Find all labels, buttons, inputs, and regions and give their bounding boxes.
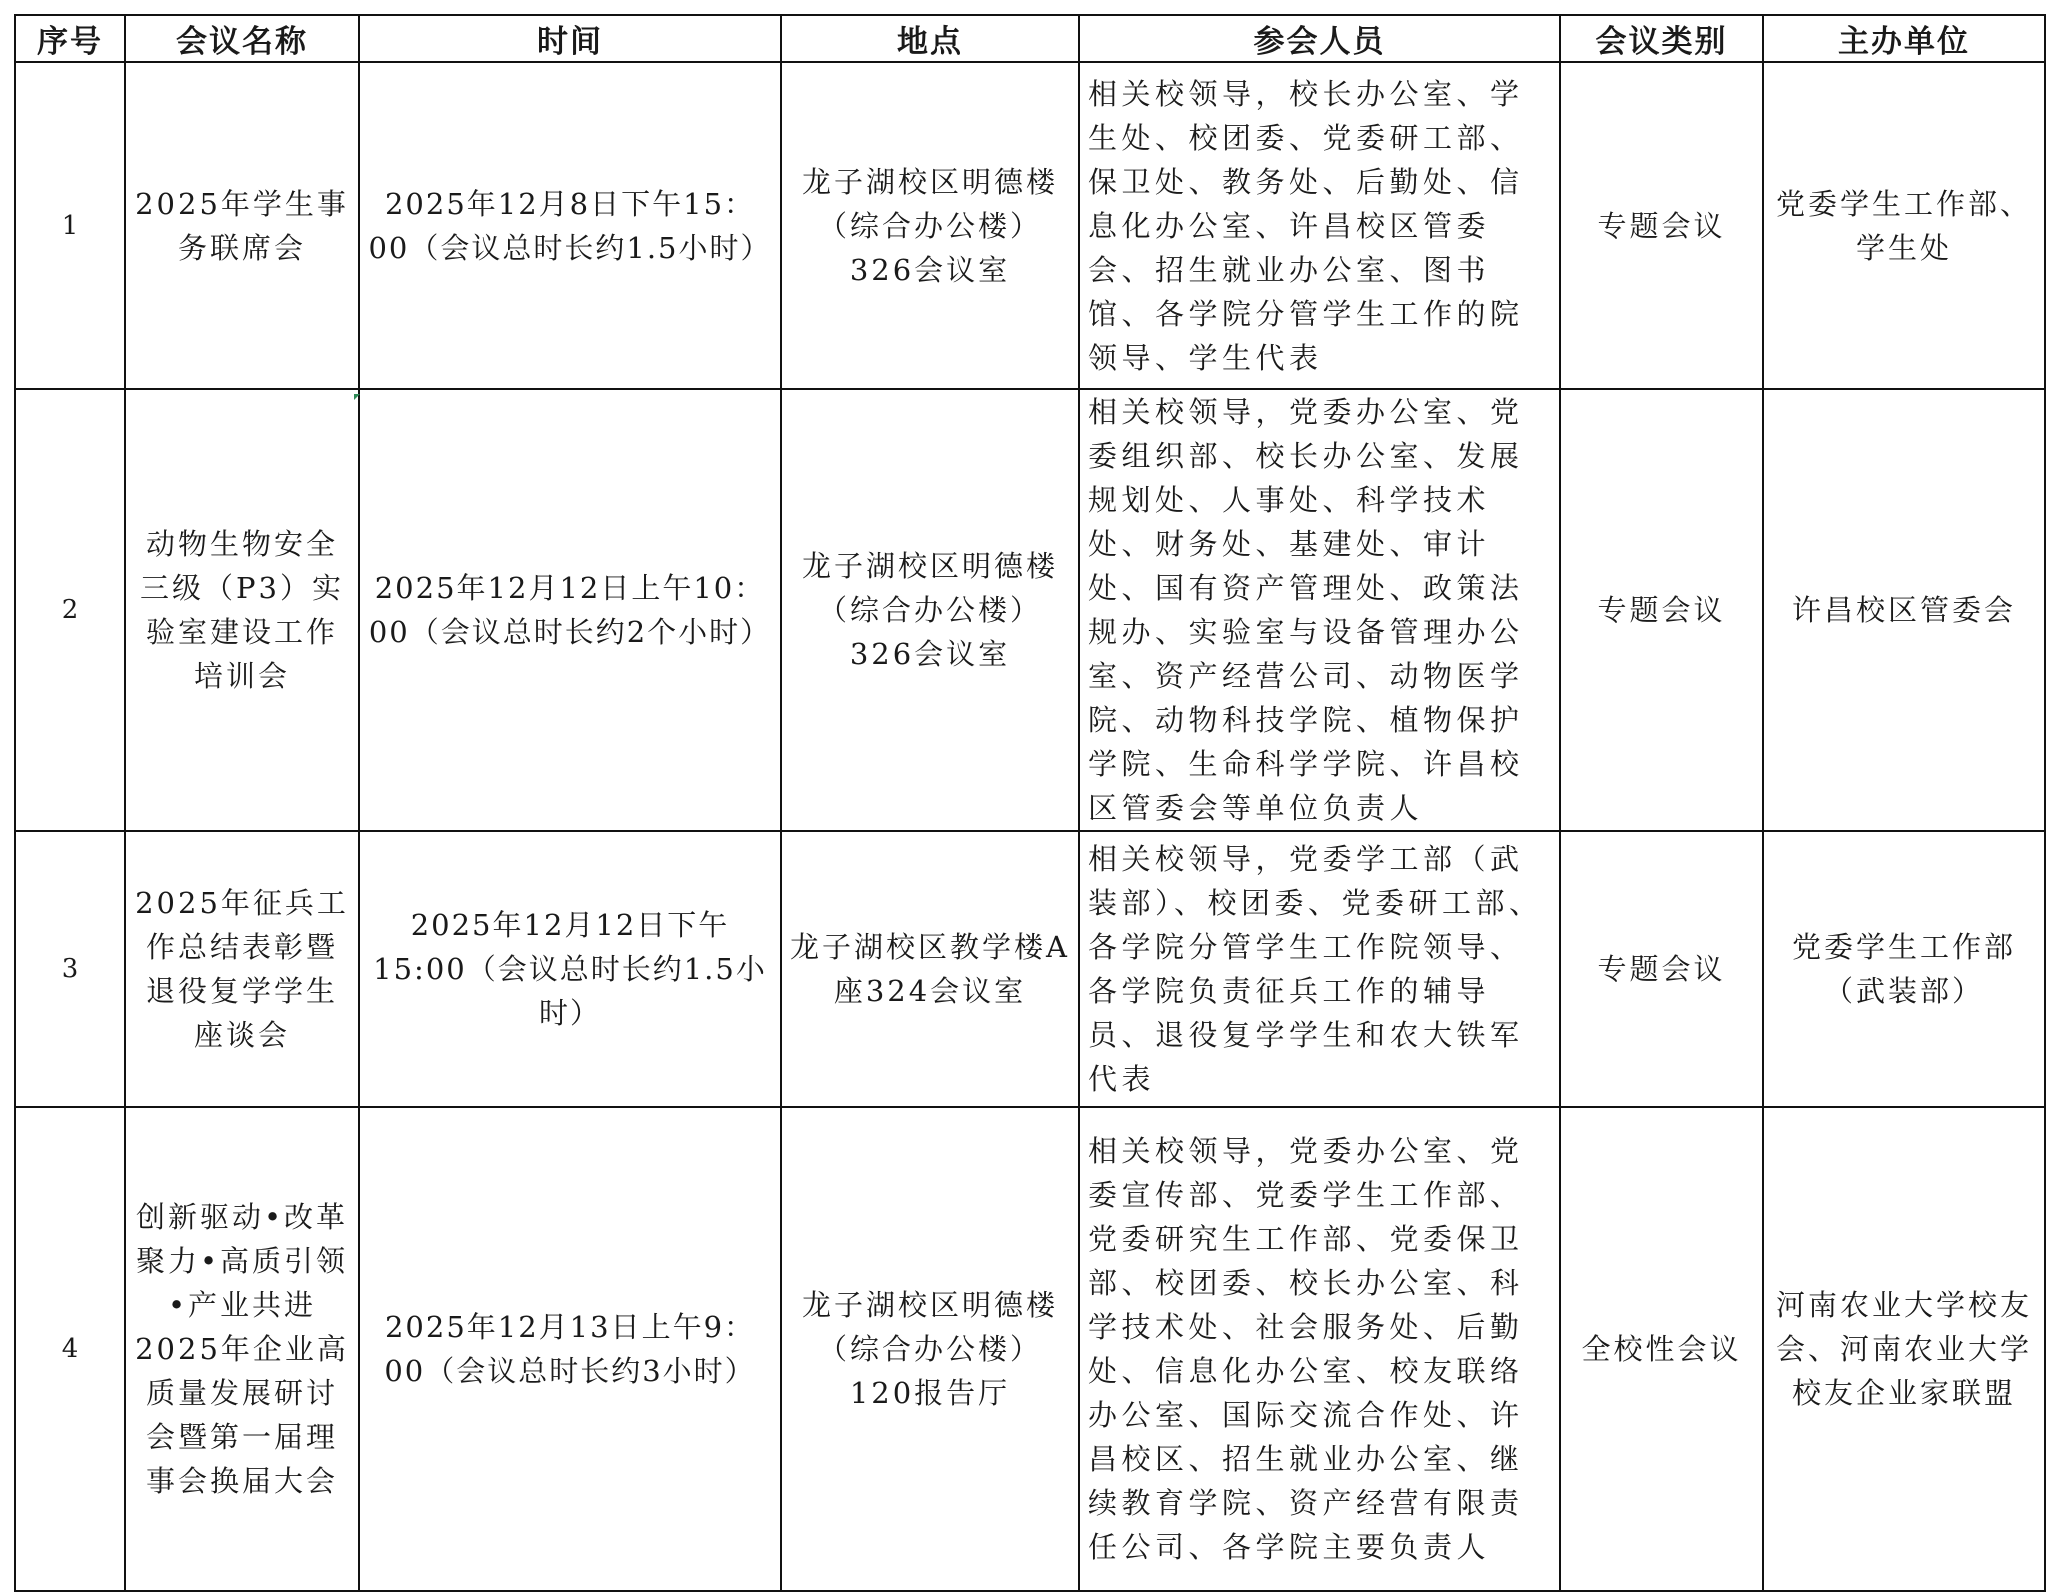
cell-attendees: 相关校领导，党委办公室、党委宣传部、党委学生工作部、党委研究生工作部、党委保卫部、校团委、校长办公室、科学技术处、社会服务处、后勤处、信息化办公室、校友联络办公室、国际交流合作处、许昌校区、招生就业办公室、继续教育学院、资产经营有限责任公司、各学院主要负责人 xyxy=(1079,1107,1560,1591)
cell-host: 党委学生工作部、学生处 xyxy=(1763,62,2045,389)
table-row xyxy=(15,831,2045,1107)
cell-host: 许昌校区管委会 xyxy=(1763,389,2045,831)
cell-meeting-name: 2025年征兵工作总结表彰暨退役复学学生座谈会 xyxy=(125,831,359,1107)
table-row xyxy=(15,62,2045,389)
header-seq: 序号 xyxy=(15,15,125,62)
cell-time: 2025年12月8日下午15：00（会议总时长约1.5小时） xyxy=(359,62,781,389)
cell-location: 龙子湖校区教学楼A座324会议室 xyxy=(781,831,1079,1107)
cell-category: 专题会议 xyxy=(1560,831,1763,1107)
cell-category: 专题会议 xyxy=(1560,62,1763,389)
cell-comment-marker xyxy=(354,394,360,400)
cell-host: 党委学生工作部（武装部） xyxy=(1763,831,2045,1107)
header-category: 会议类别 xyxy=(1560,15,1763,62)
cell-host: 河南农业大学校友会、河南农业大学校友企业家联盟 xyxy=(1763,1107,2045,1591)
cell-attendees: 相关校领导，党委学工部（武装部）、校团委、党委研工部、各学院分管学生工作院领导、各学院负责征兵工作的辅导员、退役复学学生和农大铁军代表 xyxy=(1079,831,1560,1107)
cell-attendees: 相关校领导，校长办公室、学生处、校团委、党委研工部、保卫处、教务处、后勤处、信息化办公室、许昌校区管委会、招生就业办公室、图书馆、各学院分管学生工作的院领导、学生代表 xyxy=(1079,62,1560,389)
header-row xyxy=(15,15,2045,62)
cell-attendees: 相关校领导，党委办公室、党委组织部、校长办公室、发展规划处、人事处、科学技术处、财务处、基建处、审计处、国有资产管理处、政策法规办、实验室与设备管理办公室、资产经营公司、动物医学院、动物科技学院、植物保护学院、生命科学学院、许昌校区管委会等单位负责人 xyxy=(1079,389,1560,831)
cell-location: 龙子湖校区明德楼（综合办公楼）326会议室 xyxy=(781,389,1079,831)
table-row xyxy=(15,389,2045,831)
header-meeting-name: 会议名称 xyxy=(125,15,359,62)
cell-meeting-name: 动物生物安全三级（P3）实验室建设工作培训会 xyxy=(125,389,359,831)
header-time: 时间 xyxy=(359,15,781,62)
cell-meeting-name: 创新驱动•改革聚力•高质引领•产业共进2025年企业高质量发展研讨会暨第一届理事会换届大会 xyxy=(125,1107,359,1591)
table-row xyxy=(15,1107,2045,1591)
header-host: 主办单位 xyxy=(1763,15,2045,62)
cell-meeting-name: 2025年学生事务联席会 xyxy=(125,62,359,389)
cell-time: 2025年12月13日上午9：00（会议总时长约3小时） xyxy=(359,1107,781,1591)
meeting-schedule-table xyxy=(14,14,2046,1592)
cell-time: 2025年12月12日上午10：00（会议总时长约2个小时） xyxy=(359,389,781,831)
cell-location: 龙子湖校区明德楼（综合办公楼）120报告厅 xyxy=(781,1107,1079,1591)
cell-seq: 2 xyxy=(15,389,125,831)
cell-seq: 4 xyxy=(15,1107,125,1591)
cell-category: 全校性会议 xyxy=(1560,1107,1763,1591)
cell-seq: 1 xyxy=(15,62,125,389)
cell-time: 2025年12月12日下午15:00（会议总时长约1.5小时） xyxy=(359,831,781,1107)
cell-location: 龙子湖校区明德楼（综合办公楼）326会议室 xyxy=(781,62,1079,389)
cell-category: 专题会议 xyxy=(1560,389,1763,831)
cell-seq: 3 xyxy=(15,831,125,1107)
header-location: 地点 xyxy=(781,15,1079,62)
header-attendees: 参会人员 xyxy=(1079,15,1560,62)
